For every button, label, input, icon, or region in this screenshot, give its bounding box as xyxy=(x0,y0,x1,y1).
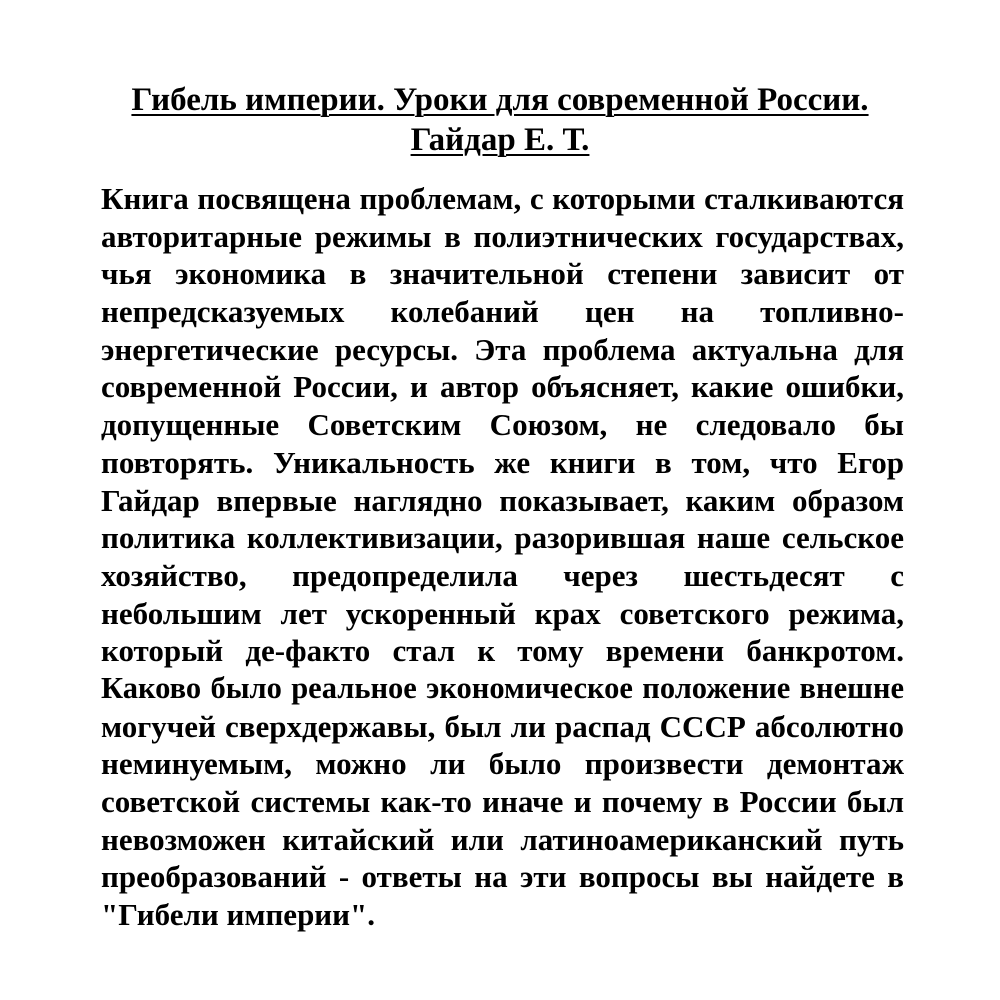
description-paragraph xyxy=(101,180,904,934)
paragraph-line: который де-факто стал к тому времени банкротом. xyxy=(101,633,904,669)
book-title: Гибель империи. Уроки для современной России. xyxy=(131,82,869,118)
paragraph-line: политика коллективизации, разорившая наше сельское xyxy=(101,520,904,556)
title-block xyxy=(0,80,1000,160)
paragraph-line: энергетические ресурсы. Эта проблема актуальна для xyxy=(101,331,904,367)
paragraph-line: допущенные Советским Союзом, не следовало бы xyxy=(101,407,904,443)
paragraph-line: хозяйство, предопределила через шестьдесят с xyxy=(101,557,904,593)
paragraph-line: "Гибели империи". xyxy=(101,897,375,933)
paragraph-line: небольшим лет ускоренный крах советского режима, xyxy=(101,595,904,631)
paragraph-line: повторять. Уникальность же книги в том, что Егор xyxy=(101,444,904,480)
book-author: Гайдар Е. Т. xyxy=(410,122,590,158)
paragraph-line: невозможен китайский или латиноамериканский путь xyxy=(101,821,904,857)
paragraph-line: Гайдар впервые наглядно показывает, каким образом xyxy=(101,482,904,518)
paragraph-line: преобразований - ответы на эти вопросы вы найдете в xyxy=(101,859,904,895)
paragraph-line: Книга посвящена проблемам, с которыми сталкиваются xyxy=(101,181,904,216)
paragraph-line: непредсказуемых колебаний цен на топливно- xyxy=(101,294,904,330)
paragraph-line: авторитарные режимы в полиэтнических государствах, xyxy=(101,218,904,254)
paragraph-line: неминуемым, можно ли было произвести демонтаж xyxy=(101,746,904,782)
paragraph-line: чья экономика в значительной степени зависит от xyxy=(101,256,904,292)
paragraph-line: могучей сверхдержавы, был ли распад СССР абсолютно xyxy=(101,708,904,744)
paragraph-line: Каково было реальное экономическое положение внешне xyxy=(101,670,904,705)
paragraph-line: современной России, и автор объясняет, какие ошибки, xyxy=(101,369,904,405)
paragraph-line: советской системы как-то иначе и почему в России был xyxy=(101,784,904,819)
